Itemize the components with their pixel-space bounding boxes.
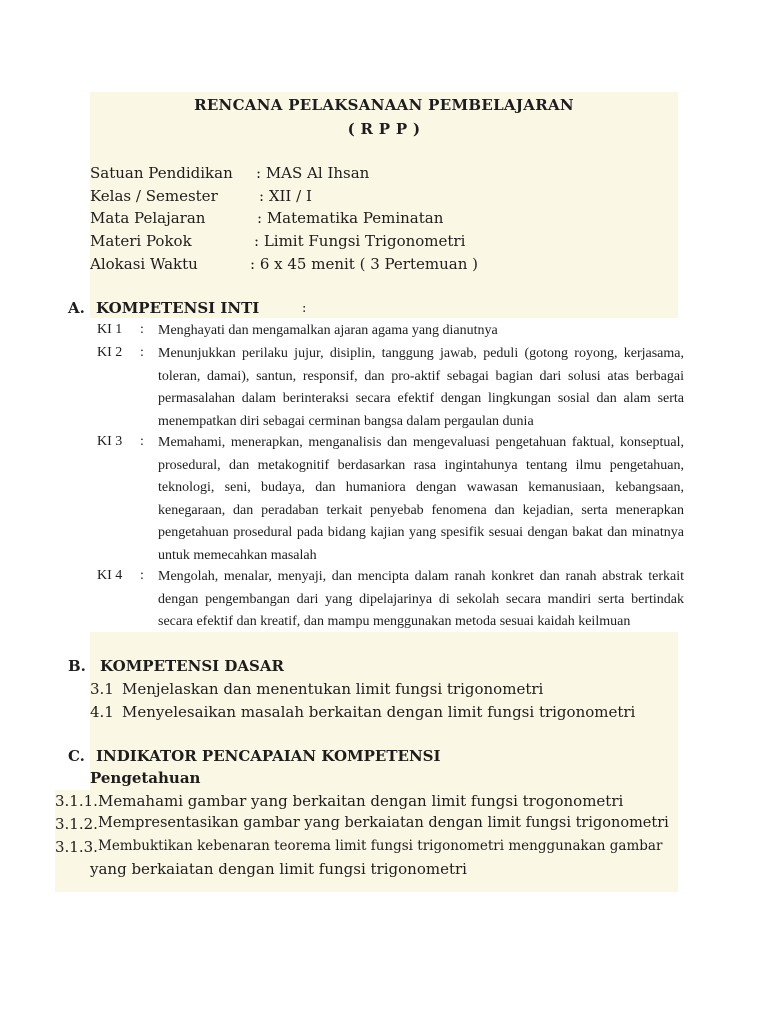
section-b-letter: B. bbox=[68, 657, 86, 675]
indicator-text: Memahami gambar yang berkaitan dengan limit fungsi trogonometri bbox=[98, 792, 624, 810]
ki-text: Memahami, menerapkan, menganalisis dan mengevaluasi pengetahuan faktual, konseptual, prosedural, dan metakognitif berdasarkan rasa ingintahunya tentang ilmu pengetahuan, teknologi, seni, budaya, dan humaniora dengan wawasan kemanusiaan, kebangsaan, kenegaraan, dan peradaban terkait penyebab fenomena dan kejadian, serta menerapkan pengetahuan prosedural pada bidang kajian yang spesifik sesuai dengan bakat dan minatnya untuk memecahkan masalah bbox=[158, 435, 684, 563]
section-c-subtitle: Pengetahuan bbox=[90, 769, 201, 787]
ki-code: KI 4 bbox=[97, 568, 123, 583]
section-a-title: KOMPETENSI INTI bbox=[96, 299, 260, 317]
section-c-title: INDIKATOR PENCAPAIAN KOMPETENSI bbox=[96, 747, 441, 765]
indicator-text-continued: yang berkaiatan dengan limit fungsi trigonometri bbox=[90, 860, 467, 878]
ki-text: Menghayati dan mengamalkan ajaran agama yang dianutnya bbox=[158, 323, 498, 338]
identity-value: : XII / I bbox=[259, 187, 312, 205]
indicator-number: 3.1.1. bbox=[55, 792, 98, 810]
identity-label: Materi Pokok bbox=[90, 232, 192, 250]
identity-label: Mata Pelajaran bbox=[90, 209, 206, 227]
ki-text: Mengolah, menalar, menyaji, dan mencipta dalam ranah konkret dan ranah abstrak terkait dengan pengembangan dari yang dipelajarinya di sekolah secara mandiri serta bertindak secara efektif dan kreatif, dan mampu menggunakan metoda sesuai kaidah keilmuan bbox=[158, 569, 684, 629]
indicator-text: Membuktikan kebenaran teorema limit fungsi trigonometri menggunakan gambar bbox=[98, 838, 663, 854]
kd-number: 3.1 bbox=[90, 680, 114, 698]
identity-value: : Matematika Peminatan bbox=[257, 209, 444, 227]
identity-label: Kelas / Semester bbox=[90, 187, 218, 205]
identity-value: : 6 x 45 menit ( 3 Pertemuan ) bbox=[250, 255, 478, 273]
ki-colon: : bbox=[140, 434, 144, 449]
ki-code: KI 2 bbox=[97, 345, 123, 360]
section-b-title: KOMPETENSI DASAR bbox=[100, 657, 284, 675]
ki-colon: : bbox=[140, 345, 144, 360]
identity-value: : MAS Al Ihsan bbox=[256, 164, 370, 182]
section-a-colon: : bbox=[302, 301, 307, 316]
ki-colon: : bbox=[140, 568, 144, 583]
document-title: RENCANA PELAKSANAAN PEMBELAJARAN bbox=[194, 96, 574, 114]
kd-text: Menyelesaikan masalah berkaitan dengan limit fungsi trigonometri bbox=[122, 703, 636, 721]
identity-label: Satuan Pendidikan bbox=[90, 164, 233, 182]
ki-colon: : bbox=[140, 322, 144, 337]
indicator-number: 3.1.2. bbox=[55, 815, 98, 833]
kd-number: 4.1 bbox=[90, 703, 114, 721]
identity-value: : Limit Fungsi Trigonometri bbox=[254, 232, 466, 250]
identity-label: Alokasi Waktu bbox=[90, 255, 198, 273]
ki-code: KI 1 bbox=[97, 322, 123, 337]
section-c-letter: C. bbox=[68, 747, 85, 765]
ki-text: Menunjukkan perilaku jujur, disiplin, tanggung jawab, peduli (gotong royong, kerjasama, toleran, damai), santun, responsif, dan pro-aktif sebagai bagian dari solusi atas berbagai permasalahan dalam berinteraksi secara efektif dengan lingkungan sosial dan alam serta menempatkan diri sebagai cerminan bangsa dalam pergaulan dunia bbox=[158, 346, 684, 429]
indicator-number: 3.1.3. bbox=[55, 838, 98, 856]
ki-code: KI 3 bbox=[97, 434, 123, 449]
document-subtitle: ( R P P ) bbox=[347, 120, 421, 138]
indicator-text: Mempresentasikan gambar yang berkaiatan dengan limit fungsi trigonometri bbox=[98, 815, 669, 831]
section-a-letter: A. bbox=[68, 299, 85, 317]
kd-text: Menjelaskan dan menentukan limit fungsi trigonometri bbox=[122, 680, 544, 698]
